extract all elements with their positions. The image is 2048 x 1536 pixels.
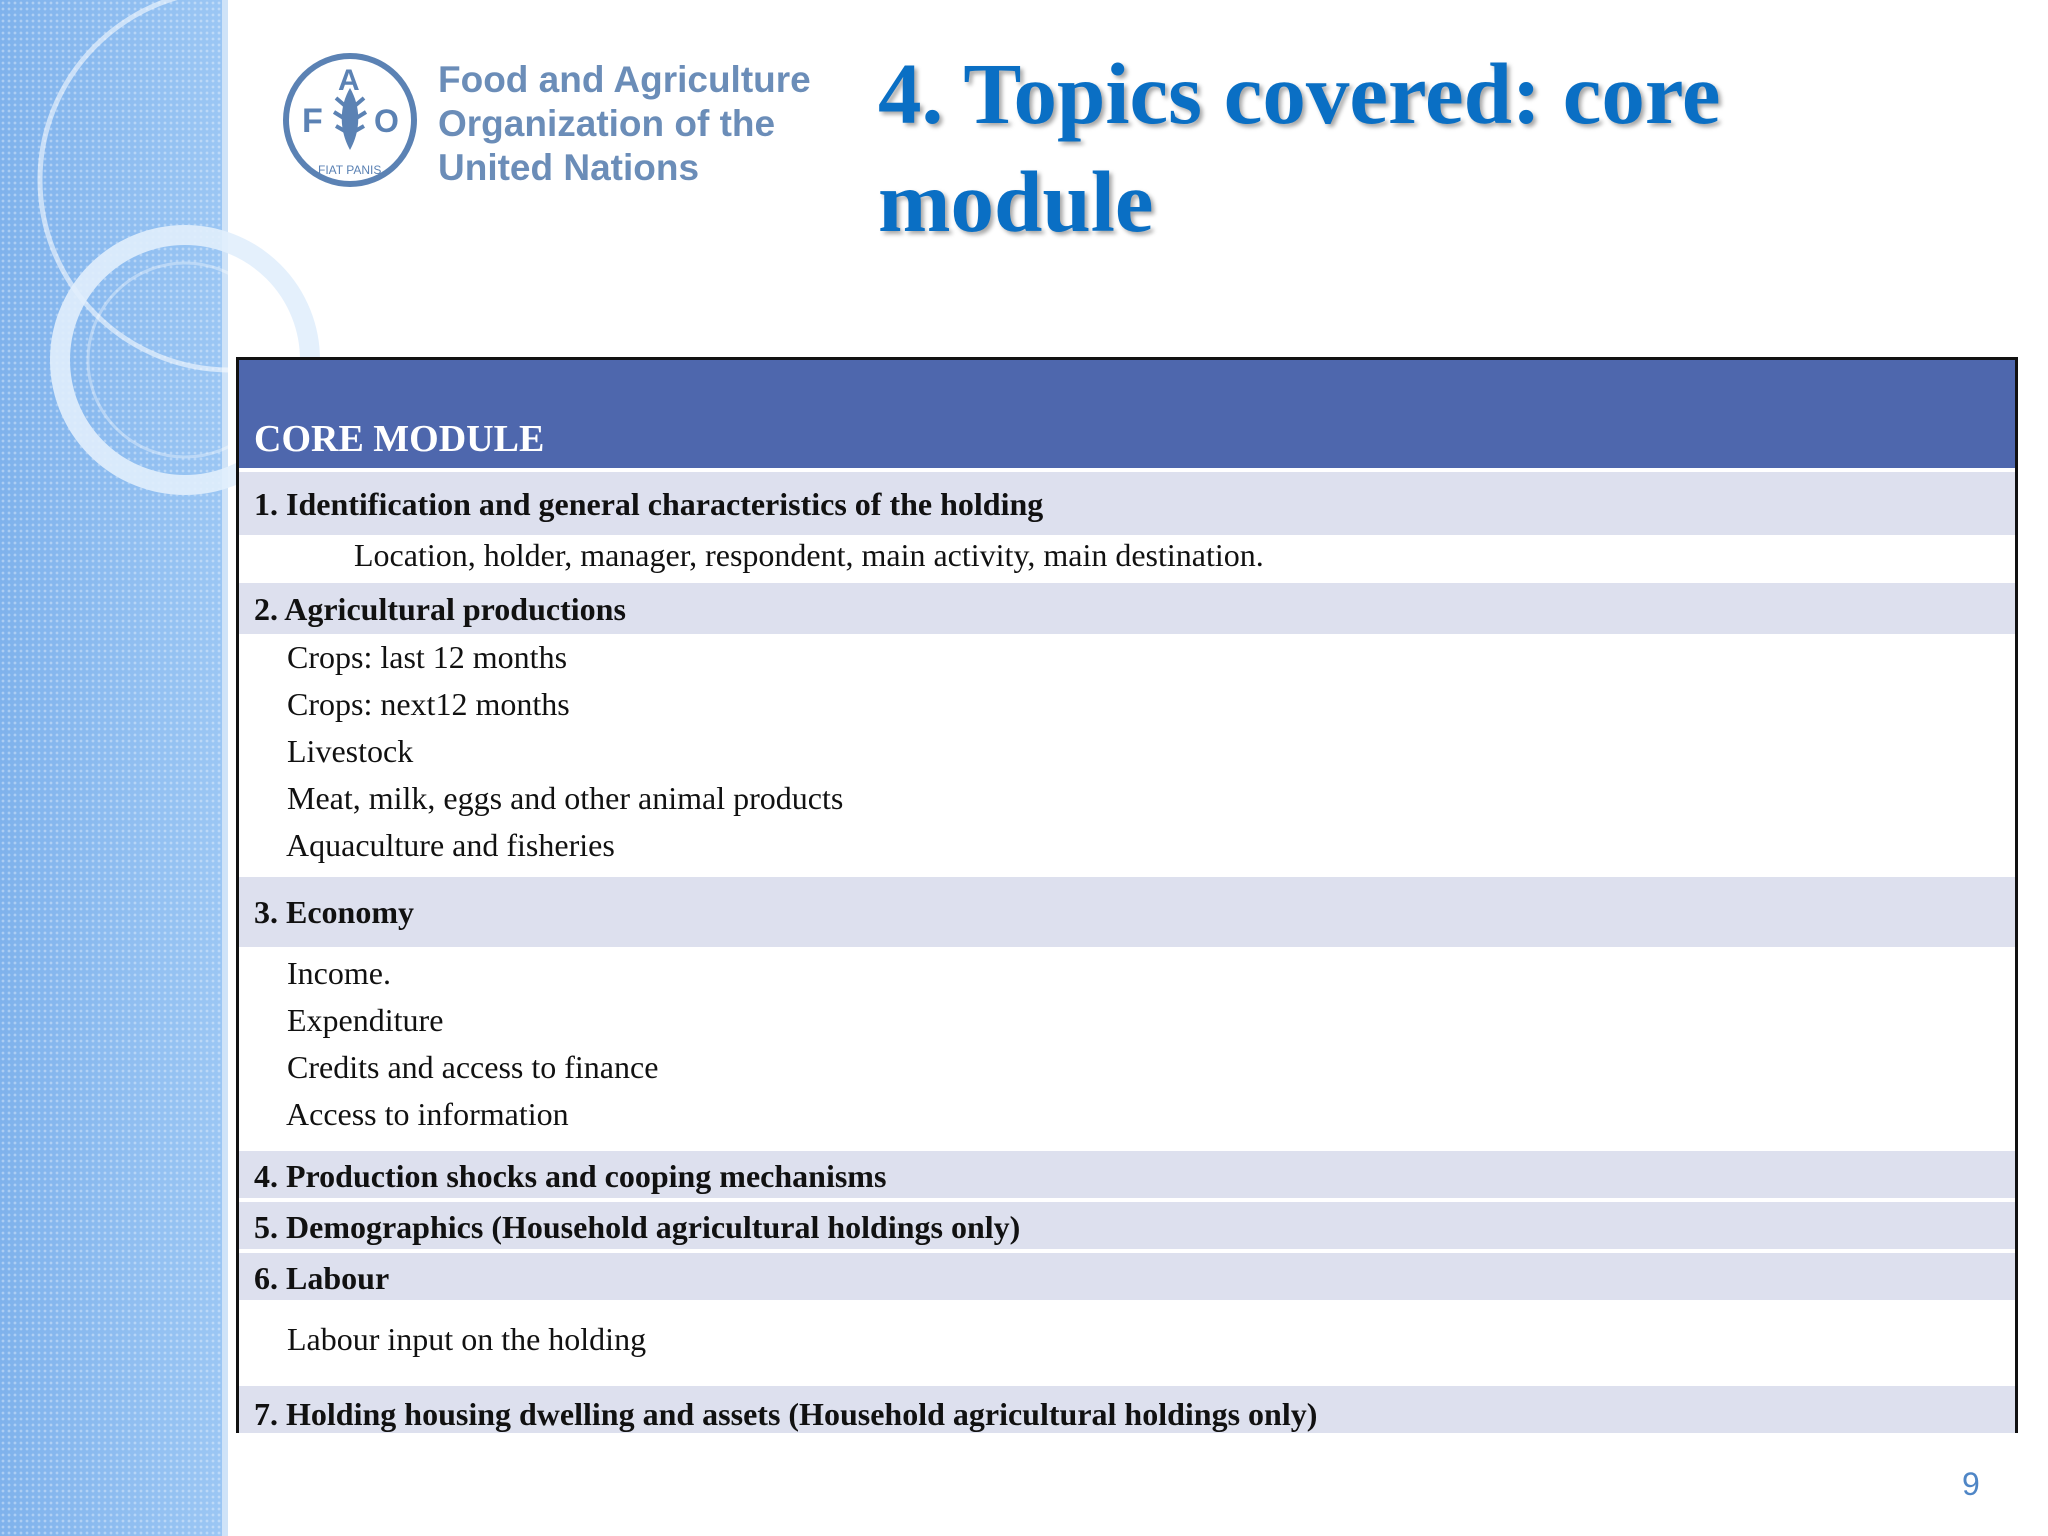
list-item: Access to information xyxy=(286,1096,569,1132)
page-number: 9 xyxy=(1962,1466,1980,1502)
table-row-section-5 xyxy=(239,1198,2015,1249)
table-row-section-6 xyxy=(239,1249,2015,1300)
logo-line-1: Food and Agriculture xyxy=(438,59,811,100)
section-heading: 4. Production shocks and cooping mechanisms xyxy=(254,1158,887,1194)
table-header-title: CORE MODULE xyxy=(254,418,545,460)
list-item: Credits and access to finance xyxy=(287,1049,659,1085)
section-heading: 7. Holding housing dwelling and assets (Household agricultural holdings only) xyxy=(254,1396,1318,1432)
list-item: Location, holder, manager, respondent, main activity, main destination. xyxy=(354,537,1264,573)
section-heading: 3. Economy xyxy=(254,894,414,930)
emblem-letter-a: A xyxy=(338,64,360,97)
section-heading: 1. Identification and general characteristics of the holding xyxy=(254,486,1044,522)
table-row-section-3 xyxy=(239,873,2015,947)
table-row-section-7 xyxy=(239,1382,2015,1433)
table-row-section-1 xyxy=(239,468,2015,535)
list-item: Crops: next12 months xyxy=(287,686,570,722)
table-row-section-3-items xyxy=(239,947,2015,1147)
title-line-1: 4. Topics covered: core xyxy=(878,45,1721,142)
section-heading: 6. Labour xyxy=(254,1260,390,1296)
fao-logo-wordmark xyxy=(438,58,811,190)
logo-line-3: United Nations xyxy=(438,147,700,188)
core-module-table xyxy=(236,357,2018,1433)
table-row-section-2-items xyxy=(239,634,2015,873)
section-heading: 5. Demographics (Household agricultural holdings only) xyxy=(254,1209,1021,1245)
table-row-section-4 xyxy=(239,1147,2015,1198)
table-row-section-2 xyxy=(239,579,2015,634)
emblem-motto: FIAT PANIS xyxy=(318,163,382,177)
fao-emblem-icon xyxy=(280,50,420,190)
emblem-letter-o: O xyxy=(374,103,399,139)
title-line-2: module xyxy=(878,153,1154,250)
list-item: Labour input on the holding xyxy=(287,1321,647,1357)
table-row-section-1-items xyxy=(239,535,2015,579)
section-heading: 2. Agricultural productions xyxy=(254,591,626,627)
table-row-section-6-items xyxy=(239,1300,2015,1382)
slide-title xyxy=(878,40,1958,256)
list-item: Income. xyxy=(287,955,391,991)
emblem-letter-f: F xyxy=(302,102,323,140)
list-item: Expenditure xyxy=(287,1002,444,1038)
list-item: Livestock xyxy=(287,733,414,769)
list-item: Crops: last 12 months xyxy=(287,639,568,675)
list-item: Aquaculture and fisheries xyxy=(286,827,615,863)
table-header xyxy=(239,360,2015,468)
fao-logo xyxy=(280,50,811,200)
list-item: Meat, milk, eggs and other animal products xyxy=(287,780,844,816)
logo-line-2: Organization of the xyxy=(438,103,776,144)
